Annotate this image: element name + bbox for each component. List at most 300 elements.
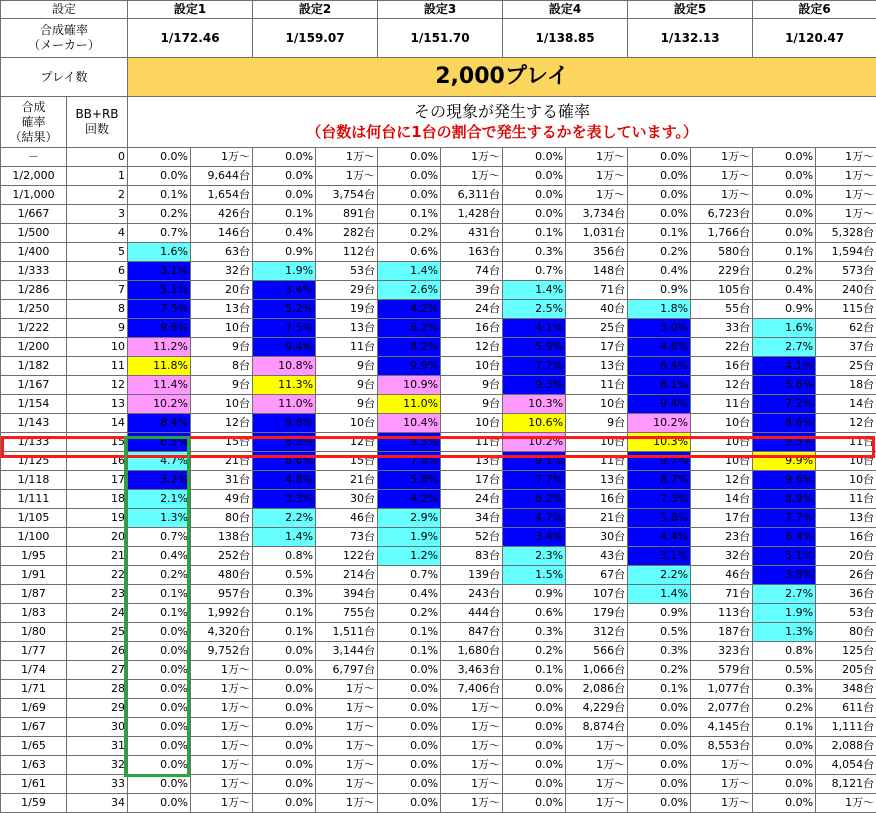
machine-count-cell: 847台 bbox=[441, 623, 503, 642]
percent-cell: 8.2% bbox=[378, 338, 441, 357]
percent-cell: 11.8% bbox=[128, 357, 191, 376]
percent-cell: 0.2% bbox=[628, 661, 691, 680]
percent-cell: 0.9% bbox=[753, 300, 816, 319]
percent-cell: 0.2% bbox=[753, 262, 816, 281]
machine-count-cell: 1万～ bbox=[691, 794, 753, 813]
percent-cell: 10.4% bbox=[378, 414, 441, 433]
machine-count-cell: 1万～ bbox=[441, 718, 503, 737]
rate-cell: 1/333 bbox=[1, 262, 67, 281]
count-cell: 32 bbox=[67, 756, 128, 775]
machine-count-cell: 3,734台 bbox=[566, 205, 628, 224]
machine-count-cell: 40台 bbox=[566, 300, 628, 319]
percent-cell: 9.7% bbox=[628, 452, 691, 471]
machine-count-cell: 25台 bbox=[566, 319, 628, 338]
machine-count-cell: 29台 bbox=[316, 281, 378, 300]
table-row bbox=[1, 775, 876, 794]
percent-cell: 0.1% bbox=[628, 224, 691, 243]
percent-cell: 5.6% bbox=[753, 376, 816, 395]
percent-cell: 3.1% bbox=[128, 262, 191, 281]
machine-count-cell: 21台 bbox=[191, 452, 253, 471]
rate-cell: 1/167 bbox=[1, 376, 67, 395]
machine-count-cell: 11台 bbox=[316, 338, 378, 357]
count-cell: 13 bbox=[67, 395, 128, 414]
machine-count-cell: 17台 bbox=[441, 471, 503, 490]
rate-cell: 1/77 bbox=[1, 642, 67, 661]
percent-cell: 7.3% bbox=[628, 490, 691, 509]
machine-count-cell: 53台 bbox=[316, 262, 378, 281]
percent-cell: 9.4% bbox=[628, 395, 691, 414]
percent-cell: 0.4% bbox=[253, 224, 316, 243]
percent-cell: 7.5% bbox=[253, 319, 316, 338]
machine-count-cell: 112台 bbox=[316, 243, 378, 262]
percent-cell: 0.0% bbox=[253, 661, 316, 680]
percent-cell: 9.6% bbox=[128, 319, 191, 338]
percent-cell: 2.5% bbox=[503, 300, 566, 319]
count-cell: 24 bbox=[67, 604, 128, 623]
rate-cell: 1/100 bbox=[1, 528, 67, 547]
percent-cell: 10.2% bbox=[128, 395, 191, 414]
machine-count-cell: 30台 bbox=[566, 528, 628, 547]
machine-count-cell: 9台 bbox=[566, 414, 628, 433]
machine-count-cell: 62台 bbox=[816, 319, 876, 338]
percent-cell: 0.0% bbox=[628, 205, 691, 224]
rate-cell: 1/69 bbox=[1, 699, 67, 718]
count-cell: 10 bbox=[67, 338, 128, 357]
machine-count-cell: 14台 bbox=[816, 395, 876, 414]
percent-cell: 0.5% bbox=[628, 623, 691, 642]
percent-cell: 0.0% bbox=[128, 167, 191, 186]
percent-cell: 7.7% bbox=[503, 471, 566, 490]
machine-count-cell: 1万～ bbox=[441, 699, 503, 718]
percent-cell: 11.2% bbox=[128, 338, 191, 357]
machine-count-cell: 179台 bbox=[566, 604, 628, 623]
machine-count-cell: 10台 bbox=[566, 433, 628, 452]
machine-count-cell: 1万～ bbox=[191, 794, 253, 813]
rate-cell: 1/154 bbox=[1, 395, 67, 414]
machine-count-cell: 113台 bbox=[691, 604, 753, 623]
percent-cell: 2.3% bbox=[503, 547, 566, 566]
percent-cell: 0.2% bbox=[128, 205, 191, 224]
machine-count-cell: 43台 bbox=[566, 547, 628, 566]
machine-count-cell: 5,328台 bbox=[816, 224, 876, 243]
rate-cell: 1/71 bbox=[1, 680, 67, 699]
machine-count-cell: 139台 bbox=[441, 566, 503, 585]
machine-count-cell: 9台 bbox=[191, 376, 253, 395]
machine-count-cell: 22台 bbox=[691, 338, 753, 357]
percent-cell: 0.1% bbox=[628, 680, 691, 699]
table-row bbox=[1, 604, 876, 623]
machine-count-cell: 8,874台 bbox=[566, 718, 628, 737]
rate-cell: 1/80 bbox=[1, 623, 67, 642]
rate-cell: 1/74 bbox=[1, 661, 67, 680]
maker-rate-row bbox=[1, 19, 876, 58]
machine-count-cell: 6,723台 bbox=[691, 205, 753, 224]
machine-count-cell: 4,145台 bbox=[691, 718, 753, 737]
percent-cell: 0.0% bbox=[128, 680, 191, 699]
machine-count-cell: 1万～ bbox=[316, 718, 378, 737]
table-row bbox=[1, 566, 876, 585]
rate-cell: 1/65 bbox=[1, 737, 67, 756]
table-row bbox=[1, 680, 876, 699]
machine-count-cell: 957台 bbox=[191, 585, 253, 604]
machine-count-cell: 11台 bbox=[566, 452, 628, 471]
machine-count-cell: 10台 bbox=[691, 433, 753, 452]
machine-count-cell: 13台 bbox=[566, 357, 628, 376]
percent-cell: 0.0% bbox=[753, 186, 816, 205]
machine-count-cell: 23台 bbox=[691, 528, 753, 547]
percent-cell: 0.2% bbox=[503, 642, 566, 661]
machine-count-cell: 105台 bbox=[691, 281, 753, 300]
percent-cell: 11.0% bbox=[378, 395, 441, 414]
table-row bbox=[1, 756, 876, 775]
machine-count-cell: 10台 bbox=[441, 414, 503, 433]
machine-count-cell: 4,320台 bbox=[191, 623, 253, 642]
maker-rate-setting-4: 1/138.85 bbox=[503, 19, 628, 58]
percent-cell: 0.0% bbox=[503, 148, 566, 167]
rate-cell: 1/2,000 bbox=[1, 167, 67, 186]
rate-cell: 1/400 bbox=[1, 243, 67, 262]
percent-cell: 3.0% bbox=[628, 319, 691, 338]
percent-cell: 9.8% bbox=[253, 414, 316, 433]
count-cell: 33 bbox=[67, 775, 128, 794]
machine-count-cell: 323台 bbox=[691, 642, 753, 661]
percent-cell: 0.2% bbox=[378, 604, 441, 623]
percent-cell: 1.3% bbox=[128, 509, 191, 528]
machine-count-cell: 31台 bbox=[191, 471, 253, 490]
percent-cell: 9.9% bbox=[378, 357, 441, 376]
percent-cell: 0.1% bbox=[753, 718, 816, 737]
table-row bbox=[1, 167, 876, 186]
machine-count-cell: 1万～ bbox=[191, 756, 253, 775]
percent-cell: 0.1% bbox=[378, 623, 441, 642]
machine-count-cell: 214台 bbox=[316, 566, 378, 585]
machine-count-cell: 3,144台 bbox=[316, 642, 378, 661]
percent-cell: 6.5% bbox=[128, 433, 191, 452]
percent-cell: 0.7% bbox=[128, 224, 191, 243]
machine-count-cell: 3,463台 bbox=[441, 661, 503, 680]
machine-count-cell: 21台 bbox=[566, 509, 628, 528]
setting-1-header: 設定1 bbox=[128, 1, 253, 19]
machine-count-cell: 71台 bbox=[691, 585, 753, 604]
machine-count-cell: 431台 bbox=[441, 224, 503, 243]
percent-cell: 0.2% bbox=[378, 224, 441, 243]
percent-cell: 4.2% bbox=[378, 300, 441, 319]
percent-cell: 0.0% bbox=[503, 794, 566, 813]
percent-cell: 9.4% bbox=[253, 338, 316, 357]
table-row bbox=[1, 433, 876, 452]
percent-cell: 0.4% bbox=[753, 281, 816, 300]
table-row bbox=[1, 737, 876, 756]
percent-cell: 9.6% bbox=[753, 471, 816, 490]
percent-cell: 5.1% bbox=[753, 547, 816, 566]
percent-cell: 0.3% bbox=[503, 243, 566, 262]
percent-cell: 11.0% bbox=[253, 395, 316, 414]
machine-count-cell: 12台 bbox=[316, 433, 378, 452]
machine-count-cell: 312台 bbox=[566, 623, 628, 642]
percent-cell: 1.4% bbox=[628, 585, 691, 604]
percent-cell: 0.9% bbox=[503, 585, 566, 604]
machine-count-cell: 55台 bbox=[691, 300, 753, 319]
machine-count-cell: 16台 bbox=[441, 319, 503, 338]
machine-count-cell: 187台 bbox=[691, 623, 753, 642]
machine-count-cell: 1万～ bbox=[691, 186, 753, 205]
machine-count-cell: 444台 bbox=[441, 604, 503, 623]
percent-cell: 0.0% bbox=[378, 756, 441, 775]
percent-cell: 0.1% bbox=[253, 205, 316, 224]
machine-count-cell: 19台 bbox=[316, 300, 378, 319]
table-row bbox=[1, 585, 876, 604]
percent-cell: 0.0% bbox=[128, 148, 191, 167]
corner-label: 設定 bbox=[1, 1, 128, 19]
percent-cell: 0.0% bbox=[753, 205, 816, 224]
machine-count-cell: 11台 bbox=[566, 376, 628, 395]
percent-cell: 0.0% bbox=[628, 756, 691, 775]
machine-count-cell: 1万～ bbox=[316, 794, 378, 813]
settings-header-row bbox=[1, 1, 876, 19]
count-cell: 0 bbox=[67, 148, 128, 167]
percent-cell: 0.1% bbox=[378, 205, 441, 224]
machine-count-cell: 1万～ bbox=[691, 756, 753, 775]
machine-count-cell: 1万～ bbox=[441, 148, 503, 167]
machine-count-cell: 1万～ bbox=[316, 167, 378, 186]
percent-cell: 0.0% bbox=[378, 167, 441, 186]
percent-cell: 1.5% bbox=[503, 566, 566, 585]
machine-count-cell: 1万～ bbox=[566, 167, 628, 186]
machine-count-cell: 33台 bbox=[691, 319, 753, 338]
percent-cell: 1.8% bbox=[628, 300, 691, 319]
percent-cell: 0.0% bbox=[753, 775, 816, 794]
percent-cell: 1.9% bbox=[753, 604, 816, 623]
machine-count-cell: 11台 bbox=[691, 395, 753, 414]
machine-count-cell: 1万～ bbox=[566, 794, 628, 813]
count-cell: 34 bbox=[67, 794, 128, 813]
machine-count-cell: 80台 bbox=[191, 509, 253, 528]
count-cell: 3 bbox=[67, 205, 128, 224]
machine-count-cell: 15台 bbox=[191, 433, 253, 452]
machine-count-cell: 1万～ bbox=[816, 148, 876, 167]
machine-count-cell: 63台 bbox=[191, 243, 253, 262]
table-row bbox=[1, 509, 876, 528]
percent-cell: 0.0% bbox=[253, 737, 316, 756]
percent-cell: 0.0% bbox=[253, 775, 316, 794]
percent-cell: 8.4% bbox=[128, 414, 191, 433]
machine-count-cell: 11台 bbox=[816, 490, 876, 509]
percent-cell: 10.2% bbox=[503, 433, 566, 452]
machine-count-cell: 17台 bbox=[691, 509, 753, 528]
percent-cell: 0.7% bbox=[503, 262, 566, 281]
machine-count-cell: 10台 bbox=[191, 395, 253, 414]
machine-count-cell: 4,054台 bbox=[816, 756, 876, 775]
percent-cell: 0.0% bbox=[628, 737, 691, 756]
count-cell: 7 bbox=[67, 281, 128, 300]
machine-count-cell: 1,511台 bbox=[316, 623, 378, 642]
percent-cell: 0.3% bbox=[753, 680, 816, 699]
percent-cell: 0.9% bbox=[628, 281, 691, 300]
percent-cell: 6.4% bbox=[753, 528, 816, 547]
machine-count-cell: 1万～ bbox=[691, 167, 753, 186]
table-row bbox=[1, 642, 876, 661]
table-row bbox=[1, 547, 876, 566]
percent-cell: 2.9% bbox=[378, 509, 441, 528]
plays-label: プレイ数 bbox=[1, 58, 128, 97]
percent-cell: 0.0% bbox=[503, 737, 566, 756]
percent-cell: 0.5% bbox=[753, 661, 816, 680]
percent-cell: 4.8% bbox=[253, 471, 316, 490]
percent-cell: 2.7% bbox=[753, 585, 816, 604]
machine-count-cell: 394台 bbox=[316, 585, 378, 604]
machine-count-cell: 12台 bbox=[691, 471, 753, 490]
machine-count-cell: 3,754台 bbox=[316, 186, 378, 205]
machine-count-cell: 1万～ bbox=[566, 148, 628, 167]
percent-cell: 0.0% bbox=[503, 756, 566, 775]
machine-count-cell: 10台 bbox=[316, 414, 378, 433]
percent-cell: 0.0% bbox=[753, 224, 816, 243]
count-cell: 1 bbox=[67, 167, 128, 186]
machine-count-cell: 611台 bbox=[816, 699, 876, 718]
table-row bbox=[1, 262, 876, 281]
percent-cell: 4.2% bbox=[378, 490, 441, 509]
machine-count-cell: 9台 bbox=[316, 395, 378, 414]
percent-cell: 0.0% bbox=[128, 794, 191, 813]
machine-count-cell: 1万～ bbox=[566, 756, 628, 775]
machine-count-cell: 107台 bbox=[566, 585, 628, 604]
machine-count-cell: 1万～ bbox=[316, 775, 378, 794]
machine-count-cell: 891台 bbox=[316, 205, 378, 224]
percent-cell: 8.7% bbox=[628, 471, 691, 490]
table-row bbox=[1, 395, 876, 414]
machine-count-cell: 8,121台 bbox=[816, 775, 876, 794]
count-cell: 14 bbox=[67, 414, 128, 433]
percent-cell: 0.0% bbox=[628, 718, 691, 737]
count-cell: 4 bbox=[67, 224, 128, 243]
percent-cell: 0.0% bbox=[378, 737, 441, 756]
machine-count-cell: 1,077台 bbox=[691, 680, 753, 699]
percent-cell: 1.9% bbox=[253, 262, 316, 281]
count-cell: 18 bbox=[67, 490, 128, 509]
percent-cell: 9.3% bbox=[503, 376, 566, 395]
machine-count-cell: 125台 bbox=[816, 642, 876, 661]
rate-cell: 1/59 bbox=[1, 794, 67, 813]
table-row bbox=[1, 205, 876, 224]
machine-count-cell: 1万～ bbox=[316, 680, 378, 699]
percent-cell: 0.0% bbox=[253, 680, 316, 699]
note-title: その現象が発生する確率 bbox=[130, 101, 874, 122]
rate-cell: 1/1,000 bbox=[1, 186, 67, 205]
setting-6-header: 設定6 bbox=[753, 1, 876, 19]
percent-cell: 0.4% bbox=[128, 547, 191, 566]
count-cell: 16 bbox=[67, 452, 128, 471]
percent-cell: 2.2% bbox=[253, 509, 316, 528]
percent-cell: 10.9% bbox=[378, 376, 441, 395]
machine-count-cell: 115台 bbox=[816, 300, 876, 319]
percent-cell: 0.0% bbox=[503, 186, 566, 205]
machine-count-cell: 12台 bbox=[441, 338, 503, 357]
count-cell: 2 bbox=[67, 186, 128, 205]
percent-cell: 0.0% bbox=[253, 699, 316, 718]
percent-cell: 1.4% bbox=[253, 528, 316, 547]
percent-cell: 1.3% bbox=[753, 623, 816, 642]
percent-cell: 0.0% bbox=[753, 737, 816, 756]
machine-count-cell: 2,088台 bbox=[816, 737, 876, 756]
maker-rate-label: 合成確率 （メーカー） bbox=[1, 19, 128, 58]
machine-count-cell: 1,766台 bbox=[691, 224, 753, 243]
percent-cell: 0.9% bbox=[628, 604, 691, 623]
machine-count-cell: 12台 bbox=[191, 414, 253, 433]
machine-count-cell: 4,229台 bbox=[566, 699, 628, 718]
count-cell: 5 bbox=[67, 243, 128, 262]
machine-count-cell: 1,680台 bbox=[441, 642, 503, 661]
machine-count-cell: 1万～ bbox=[191, 718, 253, 737]
machine-count-cell: 240台 bbox=[816, 281, 876, 300]
percent-cell: 0.0% bbox=[253, 167, 316, 186]
percent-cell: 0.0% bbox=[378, 186, 441, 205]
machine-count-cell: 30台 bbox=[316, 490, 378, 509]
percent-cell: 0.3% bbox=[628, 642, 691, 661]
percent-cell: 3.4% bbox=[503, 528, 566, 547]
percent-cell: 1.4% bbox=[378, 262, 441, 281]
machine-count-cell: 11台 bbox=[441, 433, 503, 452]
machine-count-cell: 755台 bbox=[316, 604, 378, 623]
percent-cell: 6.2% bbox=[503, 490, 566, 509]
percent-cell: 0.0% bbox=[503, 205, 566, 224]
machine-count-cell: 24台 bbox=[441, 300, 503, 319]
percent-cell: 2.6% bbox=[378, 281, 441, 300]
percent-cell: 2.1% bbox=[128, 490, 191, 509]
setting-5-header: 設定5 bbox=[628, 1, 753, 19]
machine-count-cell: 37台 bbox=[816, 338, 876, 357]
percent-cell: 0.0% bbox=[253, 718, 316, 737]
percent-cell: 0.3% bbox=[503, 623, 566, 642]
percent-cell: 0.0% bbox=[128, 699, 191, 718]
rate-cell: 1/250 bbox=[1, 300, 67, 319]
machine-count-cell: 34台 bbox=[441, 509, 503, 528]
machine-count-cell: 1万～ bbox=[816, 167, 876, 186]
machine-count-cell: 13台 bbox=[816, 509, 876, 528]
percent-cell: 9.5% bbox=[753, 433, 816, 452]
machine-count-cell: 1,111台 bbox=[816, 718, 876, 737]
machine-count-cell: 10台 bbox=[691, 452, 753, 471]
machine-count-cell: 1,031台 bbox=[566, 224, 628, 243]
table-row bbox=[1, 528, 876, 547]
machine-count-cell: 67台 bbox=[566, 566, 628, 585]
rate-cell: 1/63 bbox=[1, 756, 67, 775]
percent-cell: 0.0% bbox=[503, 167, 566, 186]
percent-cell: 0.1% bbox=[128, 186, 191, 205]
machine-count-cell: 566台 bbox=[566, 642, 628, 661]
machine-count-cell: 46台 bbox=[316, 509, 378, 528]
percent-cell: 0.0% bbox=[503, 680, 566, 699]
percent-cell: 0.1% bbox=[128, 604, 191, 623]
machine-count-cell: 229台 bbox=[691, 262, 753, 281]
percent-cell: 10.8% bbox=[253, 357, 316, 376]
percent-cell: 0.0% bbox=[128, 775, 191, 794]
count-cell: 21 bbox=[67, 547, 128, 566]
machine-count-cell: 243台 bbox=[441, 585, 503, 604]
machine-count-cell: 2,077台 bbox=[691, 699, 753, 718]
machine-count-cell: 1万～ bbox=[691, 775, 753, 794]
machine-count-cell: 1万～ bbox=[316, 148, 378, 167]
machine-count-cell: 10台 bbox=[691, 414, 753, 433]
count-cell: 25 bbox=[67, 623, 128, 642]
machine-count-cell: 1万～ bbox=[191, 699, 253, 718]
machine-count-cell: 24台 bbox=[441, 490, 503, 509]
table-row bbox=[1, 452, 876, 471]
percent-cell: 7.2% bbox=[753, 395, 816, 414]
machine-count-cell: 20台 bbox=[816, 547, 876, 566]
machine-count-cell: 1万～ bbox=[316, 737, 378, 756]
percent-cell: 0.1% bbox=[378, 642, 441, 661]
count-cell: 22 bbox=[67, 566, 128, 585]
